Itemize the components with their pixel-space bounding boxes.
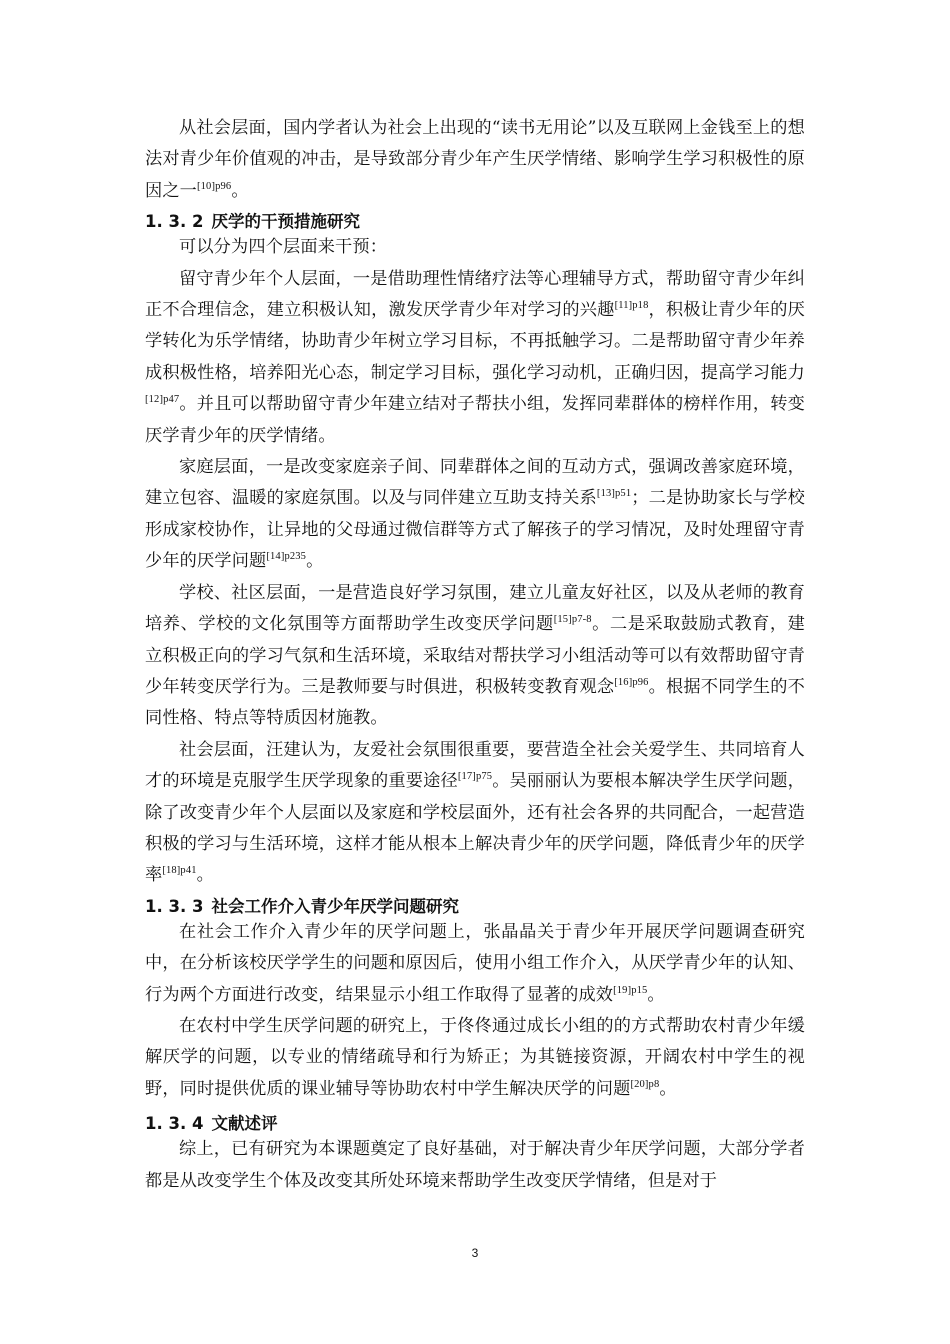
citation: [17]p75 xyxy=(457,771,493,783)
paragraph-text: 从社会层面，国内学者认为社会上出现的“读书无用论”以及互联网上金钱至上的想法对青少年价值观的冲击，是导致部分青少年产生厌学情绪、影响学生学习积极性的原因之一 xyxy=(145,118,805,201)
citation: [10]p96 xyxy=(197,180,232,192)
paragraph-society-level xyxy=(145,735,805,892)
section-number: 1. 3. 3 xyxy=(145,896,204,916)
section-number: 1. 3. 2 xyxy=(145,212,204,232)
citation: [20]p8 xyxy=(630,1078,660,1090)
citation: [13]p51 xyxy=(596,488,632,500)
citation: [16]p96 xyxy=(614,676,649,688)
page-number: 3 xyxy=(471,1246,479,1260)
document-body xyxy=(145,113,805,1197)
paragraph-text: 。 xyxy=(306,551,324,572)
paragraph-text: 。二是采取鼓励式教育，建立积极正向的学习气氛和生活环境，采取结对帮扶学习小组活动等可以有效帮助留守青少年转变厌学行为。三是教师要与时俱进，积极转变教育观念 xyxy=(145,614,805,697)
paragraph-review xyxy=(145,1134,805,1197)
paragraph-text: ，积极让青少年的厌学转化为乐学情绪，协助青少年树立学习目标，不再抵触学习。二是帮助留守青少年养成积极性格，培养阳光心态，制定学习目标，强化学习动机，正确归因，提高学习能力 xyxy=(145,300,805,383)
paragraph-text: 综上，已有研究为本课题奠定了良好基础，对于解决青少年厌学问题，大部分学者都是从改变学生个体及改变其所处环境来帮助学生改变厌学情绪，但是对于 xyxy=(145,1139,805,1191)
paragraph-individual-level xyxy=(145,264,805,452)
paragraph-text: 。 xyxy=(196,865,214,886)
paragraph-rural-study xyxy=(145,1011,805,1105)
paragraph-text: 。 xyxy=(659,1078,677,1099)
paragraph-text: ；二是协助家长与学校形成家校协作，让异地的父母通过微信群等方式了解孩子的学习情况，及时处理留守青少年的厌学问题 xyxy=(145,488,805,572)
paragraph-text: 学校、社区层面，一是营造良好学习氛围，建立儿童友好社区，以及从老师的教育培养、学校的文化氛围等方面帮助学生改变厌学问题 xyxy=(145,582,805,635)
paragraph-text: 社会层面，汪建认为，友爱社会氛围很重要，要营造全社会关爱学生、共同培育人才的环境是克服学生厌学现象的重要途径 xyxy=(145,739,805,792)
paragraph-social-work-study xyxy=(145,917,805,1011)
citation: [19]p15 xyxy=(613,984,648,996)
paragraph-text: 。根据不同学生的不同性格、特点等特质因材施教。 xyxy=(145,676,805,729)
paragraph-end: 。 xyxy=(231,180,249,201)
section-title: 文献述评 xyxy=(211,1114,278,1134)
paragraph-text: 家庭层面，一是改变家庭亲子间、同辈群体之间的互动方式，强调改善家庭环境，建立包容、温暖的家庭氛围。以及与同伴建立互助支持关系 xyxy=(145,457,805,509)
paragraph-intro xyxy=(145,232,805,263)
section-number: 1. 3. 4 xyxy=(145,1114,204,1134)
paragraph-text: 在农村中学生厌学问题的研究上，于佟佟通过成长小组的的方式帮助农村青少年缓解厌学的问题，以专业的情绪疏导和行为矫正；为其链接资源，开阔农村中学生的视野，同时提供优质的课业辅导等协助农村中学生解决厌学的问题 xyxy=(145,1015,805,1099)
section-title: 厌学的干预措施研究 xyxy=(211,212,360,232)
citation: [14]p235 xyxy=(266,551,307,563)
paragraph-text: 。并且可以帮助留守青少年建立结对子帮扶小组，发挥同辈群体的榜样作用，转变厌学青少年的厌学情绪。 xyxy=(145,394,805,446)
citation: [18]p41 xyxy=(162,865,197,877)
citation: [15]p7-8 xyxy=(553,614,592,626)
citation: [11]p18 xyxy=(614,300,649,312)
paragraph-text: 。吴丽丽认为要根本解决学生厌学问题，除了改变青少年个人层面以及家庭和学校层面外，还有社会各界的共同配合，一起营造积极的学习与生活环境，这样才能从根本上解决青少年的厌学问题，降低青少年的厌学率 xyxy=(145,771,806,886)
paragraph-social-causes xyxy=(145,113,805,207)
citation: [12]p47 xyxy=(145,394,180,406)
paragraph-text: 可以分为四个层面来干预： xyxy=(179,237,388,258)
paragraph-text: 在社会工作介入青少年的厌学问题上，张晶晶关于青少年开展厌学问题调查研究中，在分析该校厌学学生的问题和原因后，使用小组工作介入，从厌学青少年的认知、行为两个方面进行改变，结果显示小组工作取得了显著的成效 xyxy=(145,921,805,1005)
paragraph-school-community-level xyxy=(145,578,805,735)
paragraph-text: 。 xyxy=(647,984,665,1005)
paragraph-family-level xyxy=(145,452,805,578)
paragraph-text: 留守青少年个人层面，一是借助理性情绪疗法等心理辅导方式，帮助留守青少年纠正不合理信念，建立积极认知，激发厌学青少年对学习的兴趣 xyxy=(145,268,805,321)
section-title: 社会工作介入青少年厌学问题研究 xyxy=(211,896,459,916)
